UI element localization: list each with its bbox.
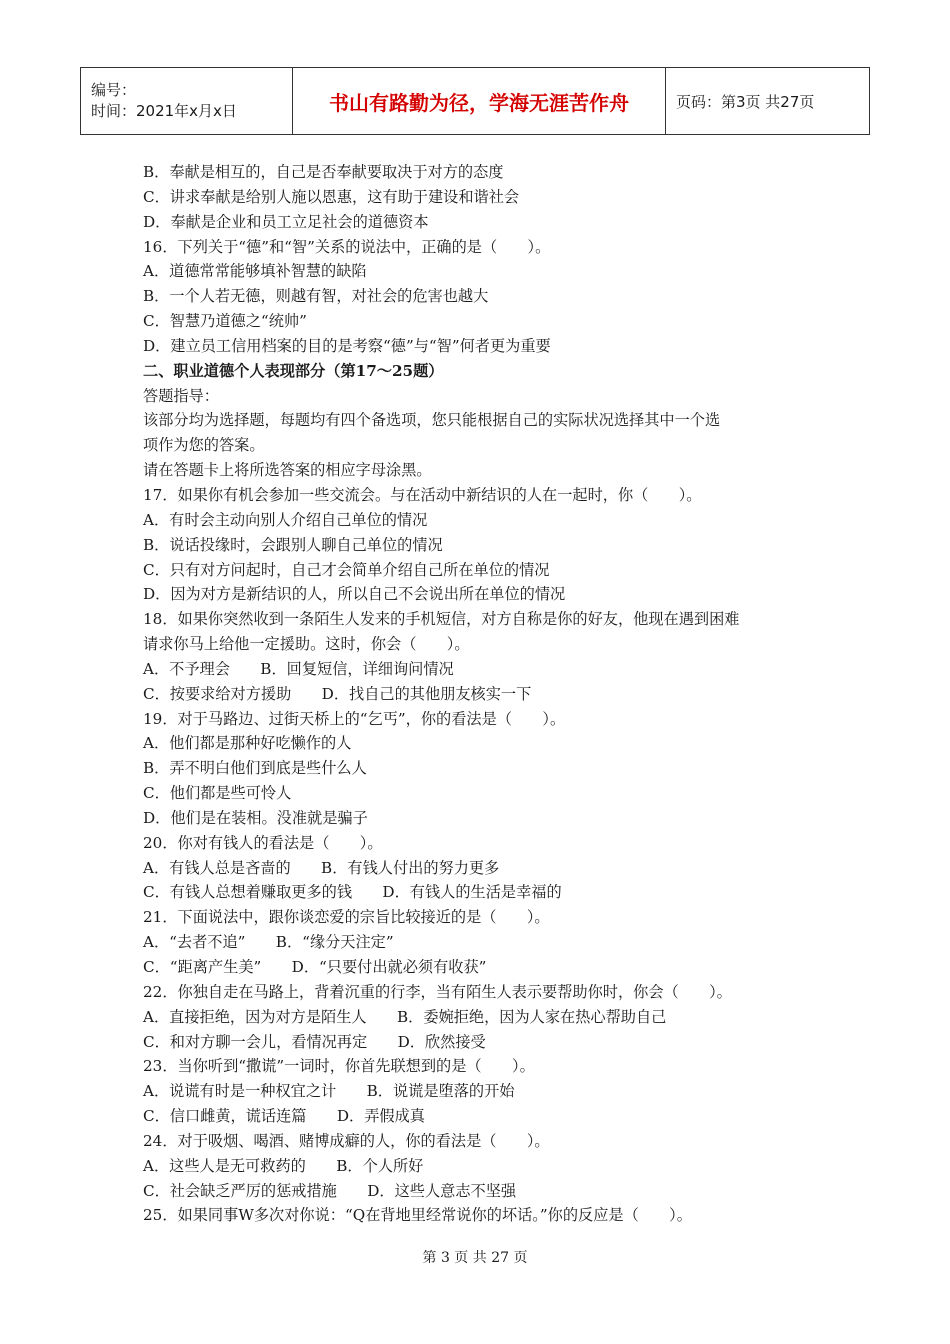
text-line: A．道德常常能够填补智慧的缺陷 xyxy=(143,262,367,281)
text-line: 21．下面说法中，跟你谈恋爱的宗旨比较接近的是（ ）。 xyxy=(143,908,550,927)
text-line: 22．你独自走在马路上，背着沉重的行李，当有陌生人表示要帮助你时，你会（ ）。 xyxy=(143,982,732,1001)
text-line: D．他们是在装相。没准就是骗子 xyxy=(143,808,368,827)
text-line: 该部分均为选择题，每题均有四个备选项，您只能根据自己的实际状况选择其中一个选 xyxy=(143,411,721,430)
text-line: D．建立员工信用档案的目的是考察“德”与“智”何者更为重要 xyxy=(143,336,551,355)
text-line: C．他们都是些可怜人 xyxy=(143,784,292,803)
section-heading: 二、职业道德个人表现部分（第17～25题） xyxy=(143,361,444,380)
text-line: A．“去者不追” B．“缘分天注定” xyxy=(143,933,394,952)
text-line: D．因为对方是新结识的人，所以自己不会说出所在单位的情况 xyxy=(143,585,566,604)
page-footer: 第 3 页 共 27 页 xyxy=(422,1250,528,1266)
text-line: A．有时会主动向别人介绍自己单位的情况 xyxy=(143,510,428,529)
text-line: C．和对方聊一会儿，看情况再定 D．欣然接受 xyxy=(143,1032,486,1051)
text-line: 项作为您的答案。 xyxy=(143,436,265,455)
text-line: 24．对于吸烟、喝酒、赌博成癖的人，你的看法是（ ）。 xyxy=(143,1131,550,1150)
text-line: C．社会缺乏严厉的惩戒措施 D．这些人意志不坚强 xyxy=(143,1181,517,1200)
text-line: A．这些人是无可救药的 B．个人所好 xyxy=(143,1156,424,1175)
text-line: A．有钱人总是吝啬的 B．有钱人付出的努力更多 xyxy=(143,858,500,877)
text-line: 答题指导： xyxy=(143,386,219,405)
text-line: C．按要求给对方援助 D．找自己的其他朋友核实一下 xyxy=(143,684,532,703)
text-line: B．说话投缘时，会跟别人聊自己单位的情况 xyxy=(143,535,443,554)
text-line: 25．如果同事W多次对你说：“Q在背地里经常说你的坏话。”你的反应是（ ）。 xyxy=(143,1206,692,1225)
text-line: B．奉献是相互的，自己是否奉献要取决于对方的态度 xyxy=(143,163,504,181)
text-line: 19．对于马路边、过街天桥上的“乞丐”，你的看法是（ ）。 xyxy=(143,709,566,728)
text-line: B．弄不明白他们到底是些什么人 xyxy=(143,759,367,778)
text-line: A．他们都是那种好吃懒作的人 xyxy=(143,734,352,753)
header-motto: 书山有路勤为径，学海无涯苦作舟 xyxy=(293,68,666,135)
text-line: 23．当你听到“撒谎”一词时，你首先联想到的是（ ）。 xyxy=(143,1057,535,1076)
text-line: D．奉献是企业和员工立足社会的道德资本 xyxy=(143,212,429,231)
text-line: A．直接拒绝，因为对方是陌生人 B．委婉拒绝，因为人家在热心帮助自己 xyxy=(143,1007,667,1026)
text-line: C．讲求奉献是给别人施以恩惠，这有助于建设和谐社会 xyxy=(143,187,520,206)
text-line: 16．下列关于“德”和“智”关系的说法中，正确的是（ ）。 xyxy=(143,237,551,256)
text-line: A．不予理会 B．回复短信，详细询问情况 xyxy=(143,659,454,678)
text-line: 20．你对有钱人的看法是（ ）。 xyxy=(143,833,383,852)
document-body xyxy=(143,160,823,1228)
document-number-label: 编号： xyxy=(91,81,137,99)
text-line: B．一个人若无德，则越有智，对社会的危害也越大 xyxy=(143,287,489,306)
page-header xyxy=(80,67,870,135)
header-meta xyxy=(81,68,293,135)
text-line: A．说谎有时是一种权宜之计 B．说谎是堕落的开始 xyxy=(143,1082,515,1101)
text-line: 请在答题卡上将所选答案的相应字母涂黑。 xyxy=(143,461,432,480)
text-line: 17．如果你有机会参加一些交流会。与在活动中新结识的人在一起时，你（ ）。 xyxy=(143,485,702,504)
document-time-label: 时间：2021年x月x日 xyxy=(91,102,237,120)
text-line: C．信口雌黄，谎话连篇 D．弄假成真 xyxy=(143,1107,425,1126)
text-line: 18．如果你突然收到一条陌生人发来的手机短信，对方自称是你的好友，他现在遇到困难 xyxy=(143,610,740,629)
text-line: C．“距离产生美” D．“只要付出就必须有收获” xyxy=(143,958,487,976)
header-page-info: 页码：第3页 共27页 xyxy=(666,68,870,135)
text-line: C．智慧乃道德之“统帅” xyxy=(143,312,307,331)
text-line: C．只有对方问起时，自己才会简单介绍自己所在单位的情况 xyxy=(143,560,550,579)
text-line: 请求你马上给他一定援助。这时，你会（ ）。 xyxy=(143,635,470,654)
text-line: C．有钱人总想着赚取更多的钱 D．有钱人的生活是幸福的 xyxy=(143,883,562,902)
